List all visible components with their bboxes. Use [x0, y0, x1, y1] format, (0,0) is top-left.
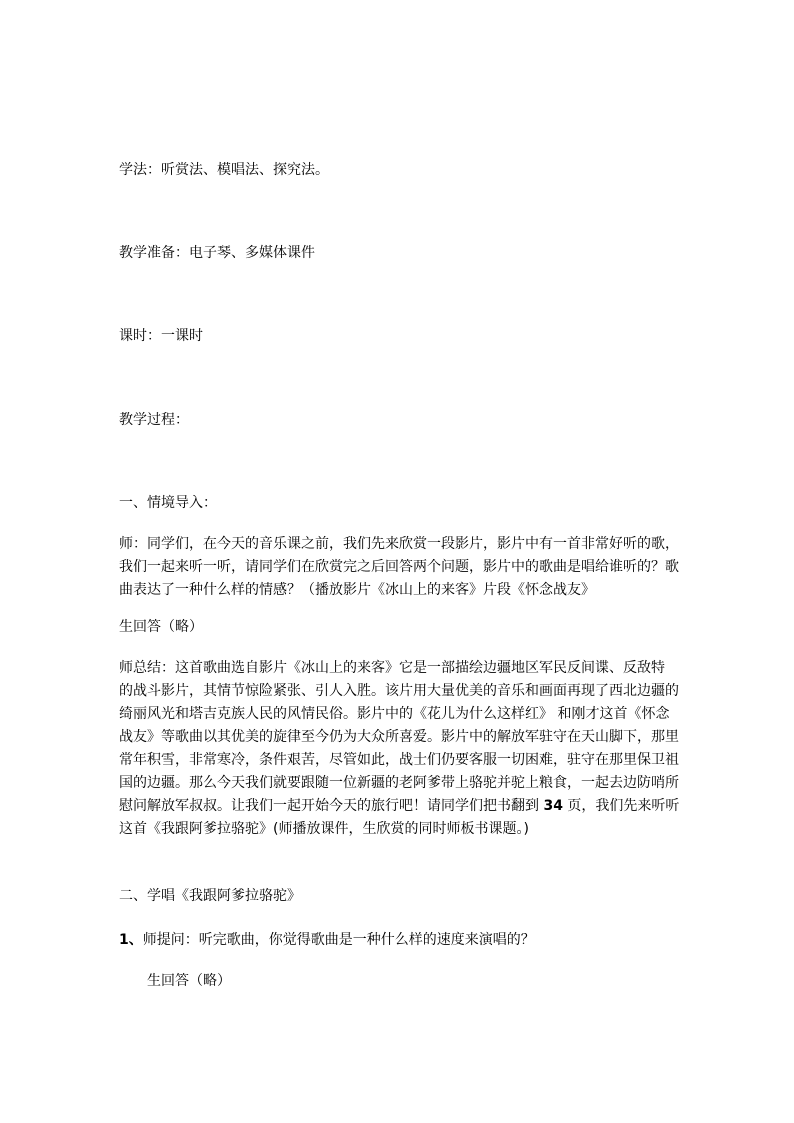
summary-line-3: 绮丽风光和塔吉克族人民的风情民俗。影片中的《花儿为什么这样红》 和刚才这首《怀念	[119, 706, 670, 722]
summary-line-7	[119, 796, 679, 816]
student-answer-2: 生回答（略）	[147, 973, 231, 989]
student-answer-1: 生回答（略）	[119, 619, 203, 635]
summary-line-2: 的战斗影片，其情节惊险紧张、引人入胜。该片用大量优美的音乐和画面再现了西北边疆的	[119, 683, 679, 699]
teacher-intro-line-1: 师：同学们，在今天的音乐课之前，我们先来欣赏一段影片，影片中有一首非常好听的歌，	[119, 536, 679, 552]
process-heading: 教学过程：	[119, 412, 189, 428]
summary-line-7-start: 慰问解放军叔叔。让我们一起开始今天的旅行吧！请同学们把书翻到	[119, 798, 544, 814]
section2-title: 二、学唱《我跟阿爹拉骆驼》	[119, 888, 301, 904]
preparation-line: 教学准备：电子琴、多媒体课件	[119, 245, 315, 261]
page-number: 34	[543, 798, 563, 814]
teacher-intro-line-3: 曲表达了一种什么样的情感？（播放影片《冰山上的来客》片段《怀念战友》	[119, 582, 595, 598]
summary-line-5: 常年积雪，非常寒冷，条件艰苦，尽管如此，战士们仍要客服一切困难，驻守在那里保卫祖	[119, 752, 679, 768]
study-methods-line: 学法：听赏法、模唱法、探究法。	[119, 162, 329, 178]
summary-line-6: 国的边疆。那么今天我们就要跟随一位新疆的老阿爹带上骆驼并驼上粮食，一起去边防哨所	[119, 775, 679, 791]
summary-line-7-end: 页，我们先来听听	[562, 798, 680, 814]
summary-line-4: 战友》等歌曲以其优美的旋律至今仍为大众所喜爱。影片中的解放军驻守在天山脚下，那里	[119, 729, 679, 745]
section1-title: 一、情境导入：	[119, 495, 217, 511]
teacher-intro-line-2: 我们一起来听一听，请同学们在欣赏完之后回答两个问题，影片中的歌曲是唱给谁听的？歌	[119, 559, 679, 575]
question-1-number: 1、	[119, 932, 143, 948]
summary-line-1: 师总结：这首歌曲选自影片《冰山上的来客》它是一部描绘边疆地区军民反间谍、反敌特	[119, 660, 665, 676]
class-hours-line: 课时：一课时	[119, 328, 203, 344]
summary-line-8: 这首《我跟阿爹拉骆驼》(师播放课件，生欣赏的同时师板书课题。)	[119, 821, 529, 837]
question-1-line	[119, 930, 535, 950]
question-1-text: 师提问：听完歌曲，你觉得歌曲是一种什么样的速度来演唱的？	[142, 932, 535, 948]
